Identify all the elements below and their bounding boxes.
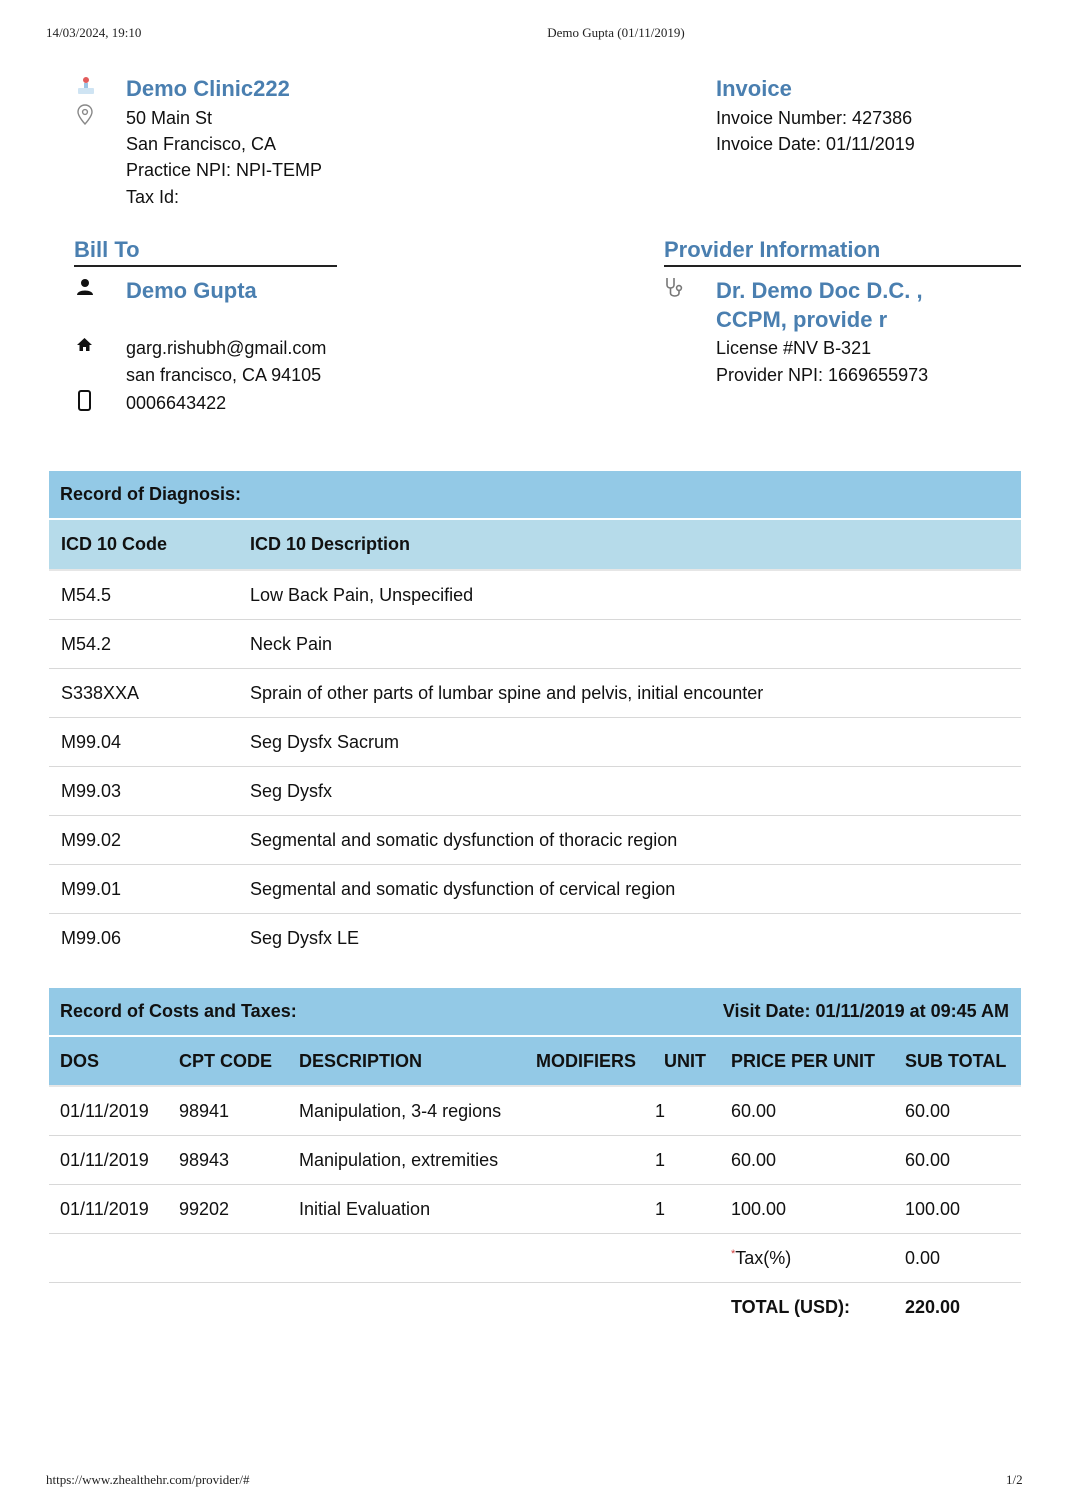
table-row [49,865,1021,914]
clinic-logo-icon [76,74,96,96]
dos: 01/11/2019 [49,1136,167,1185]
icd-description: Seg Dysfx [238,767,1021,816]
costs-title: Record of Costs and Taxes: [60,1001,297,1021]
icd-description: Seg Dysfx LE [250,927,360,948]
sub-total: 60.00 [893,1136,1021,1185]
icd-code: M99.01 [49,865,238,914]
table-row [49,1136,1021,1185]
table-row [49,669,1021,718]
print-datetime: 14/03/2024, 19:10 [46,25,142,40]
costs-table [49,1037,1021,1331]
cpt-code: 98943 [167,1136,287,1185]
provider-name-line2: CCPM, provide r [716,307,888,332]
patient-name: Demo Gupta [126,278,257,303]
invoice-title: Invoice [716,76,792,101]
costs-title-band [49,988,1021,1035]
mobile-phone-icon [78,390,91,411]
table-row [49,1086,1021,1136]
cpt-code: 99202 [167,1185,287,1234]
visit-date: Visit Date: 01/11/2019 at 09:45 AM [722,1001,1009,1021]
clinic-name: Demo Clinic222 [126,76,290,101]
person-icon [76,278,94,296]
icd-description: Segmental and somatic dysfunction of cervical region [238,865,1021,914]
dos: 01/11/2019 [49,1185,167,1234]
costs-header-row [49,1037,1021,1086]
diagnosis-header-row [49,520,1021,570]
modifiers [524,1136,652,1185]
icd-code: M54.2 [49,620,238,669]
provider-heading: Provider Information [664,237,1021,267]
unit: 1 [652,1136,719,1185]
description: Initial Evaluation [287,1185,524,1234]
header-price-per-unit: PRICE PER UNIT [719,1037,893,1086]
bill-to-heading: Bill To [74,237,337,267]
patient-phone: 0006643422 [126,393,227,413]
provider-npi: Provider NPI: 1669655973 [716,365,929,385]
clinic-address-line1: 50 Main St [126,108,213,128]
icd-description: Segmental and somatic dysfunction of thoracic region [238,816,1021,865]
modifiers [524,1086,652,1136]
price-per-unit: 100.00 [719,1185,893,1234]
print-title: Demo Gupta (01/11/2019) [547,25,685,40]
dos: 01/11/2019 [49,1086,167,1136]
print-url: https://www.zhealthehr.com/provider/# [46,1472,250,1487]
description: Manipulation, 3-4 regions [287,1086,524,1136]
table-row [49,816,1021,865]
table-row [49,767,1021,816]
home-icon [76,337,93,352]
clinic-tax-id: Tax Id: [126,187,180,207]
header-cpt-code: CPT CODE [167,1037,287,1086]
patient-email: garg.rishubh@gmail.com [126,338,327,358]
icd-code: M54.5 [49,570,238,620]
sub-total: 100.00 [893,1185,1021,1234]
icd-description: Neck Pain [238,620,1021,669]
icd-description: Sprain of other parts of lumbar spine and pelvis, initial encounter [238,669,1021,718]
table-row [49,620,1021,669]
icd-code: S338XXA [49,669,238,718]
price-per-unit: 60.00 [719,1136,893,1185]
table-row [49,718,1021,767]
tax-label: Tax(%) [735,1247,792,1268]
diagnosis-title: Record of Diagnosis: [60,484,242,504]
header-dos: DOS [49,1037,167,1086]
icd-code: M99.02 [49,816,238,865]
unit: 1 [652,1185,719,1234]
clinic-address-line2: San Francisco, CA [126,134,277,154]
provider-license: License #NV B-321 [716,338,872,358]
header-description: DESCRIPTION [287,1037,524,1086]
location-pin-icon [77,104,93,126]
total-label: TOTAL (USD): [731,1296,850,1317]
tax-label-cell [719,1234,893,1283]
patient-city: san francisco, CA 94105 [126,365,322,385]
icd-description: Seg Dysfx Sacrum [238,718,1021,767]
clinic-npi: Practice NPI: NPI-TEMP [126,160,323,180]
sub-total: 60.00 [893,1086,1021,1136]
total-row [49,1283,1021,1332]
header-unit: UNIT [652,1037,719,1086]
tax-value: 0.00 [893,1234,1021,1283]
tax-row [49,1234,1021,1283]
required-asterisk: * [731,1247,736,1260]
diagnosis-table [49,520,1021,962]
print-page-number: 1/2 [1006,1472,1023,1487]
diagnosis-title-band [49,471,1021,518]
price-per-unit: 60.00 [719,1086,893,1136]
provider-name-line1: Dr. Demo Doc D.C. , [716,278,923,303]
icd-code: M99.06 [61,927,122,948]
icd-code: M99.03 [49,767,238,816]
icd-description: Low Back Pain, Unspecified [238,570,1021,620]
invoice-number: Invoice Number: 427386 [716,108,913,128]
table-row [49,1185,1021,1234]
total-value: 220.00 [905,1296,961,1317]
stethoscope-icon [664,276,686,300]
description: Manipulation, extremities [287,1136,524,1185]
unit: 1 [652,1086,719,1136]
header-icd-code: ICD 10 Code [49,520,238,570]
table-row [49,570,1021,620]
header-icd-description: ICD 10 Description [238,520,1021,570]
table-row [49,914,1021,963]
cpt-code: 98941 [167,1086,287,1136]
modifiers [524,1185,652,1234]
invoice-date: Invoice Date: 01/11/2019 [716,134,915,154]
icd-code: M99.04 [49,718,238,767]
header-modifiers: MODIFIERS [524,1037,652,1086]
header-sub-total: SUB TOTAL [893,1037,1021,1086]
